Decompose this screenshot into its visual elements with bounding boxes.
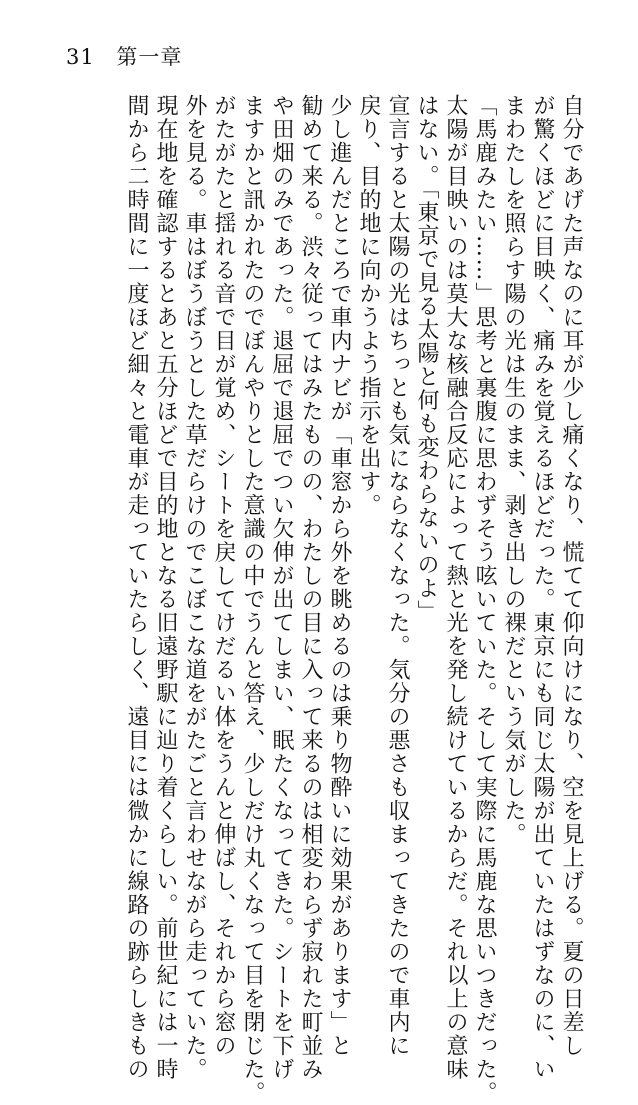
- text-column: が驚くほどに目映く、痛みを覚えるほどだった。東京にも同じ太陽が出ていたはずなのに、い: [530, 94, 555, 1081]
- text-column: まわたしを照らす陽の光は生のまま、剥き出しの裸だという気がした。: [501, 94, 526, 846]
- text-column: 「馬鹿みたい……」思考と裏腹に思わずそう呟いていた。そして実際に馬鹿な思いつきだった。: [472, 94, 497, 1105]
- text-column: 間から二時間に一度ほど細々と電車が走っていたらしく、遠目には微かに線路の跡らしきもの: [124, 94, 149, 1081]
- text-column: や田畑のみであった。退屈で退屈でつい欠伸が出てしまい、眠たくなってきた。シートを下げ: [269, 94, 294, 1081]
- page-number: 31: [66, 45, 95, 69]
- body-text: [122, 94, 586, 1105]
- text-column: 少し進んだところで車内ナビが「車窓から外を眺めるのは乗り物酔いに効果があります」と: [327, 94, 352, 1058]
- text-column: はない。「東京で見る太陽と何も変わらないのよ」: [414, 94, 439, 624]
- text-column: 外を見る。車はぼうぼうとした草だらけのでこぼこな道をがたごと言わせながら走っていた。: [182, 94, 207, 1081]
- text-column: 現在地を確認するとあと五分ほどで目的地となる旧遠野駅に辿り着くらしい。前世紀には一時: [153, 94, 178, 1081]
- text-column: がたがたと揺れる音で目が覚め、シートを戻してけだるい体をうんと伸ばし、それから窓の: [211, 94, 236, 1058]
- text-column: 宣言すると太陽の光はちっとも気にならなくなった。気分の悪さも収まってきたので車内に: [385, 94, 410, 1058]
- text-column: 勧めて来る。渋々従ってはみたものの、わたしの目に入って来るのは相変わらず寂れた町並み: [298, 94, 323, 1081]
- text-column: 自分であげた声なのに耳が少し痛くなり、慌てて仰向けになり、空を見上げる。夏の日差し: [559, 94, 584, 1058]
- chapter-title: 第一章: [116, 45, 183, 69]
- text-column: ますかと訊かれたのでぼんやりとした意識の中でうんと答え、少しだけ丸くなって目を閉じた。: [240, 94, 265, 1105]
- page-header: [66, 44, 182, 70]
- text-column: 戻り、目的地に向かうよう指示を出す。: [356, 94, 381, 517]
- text-column: 太陽が目映いのは莫大な核融合反応によって熱と光を発し続けているからだ。それ以上の意味: [443, 94, 468, 1081]
